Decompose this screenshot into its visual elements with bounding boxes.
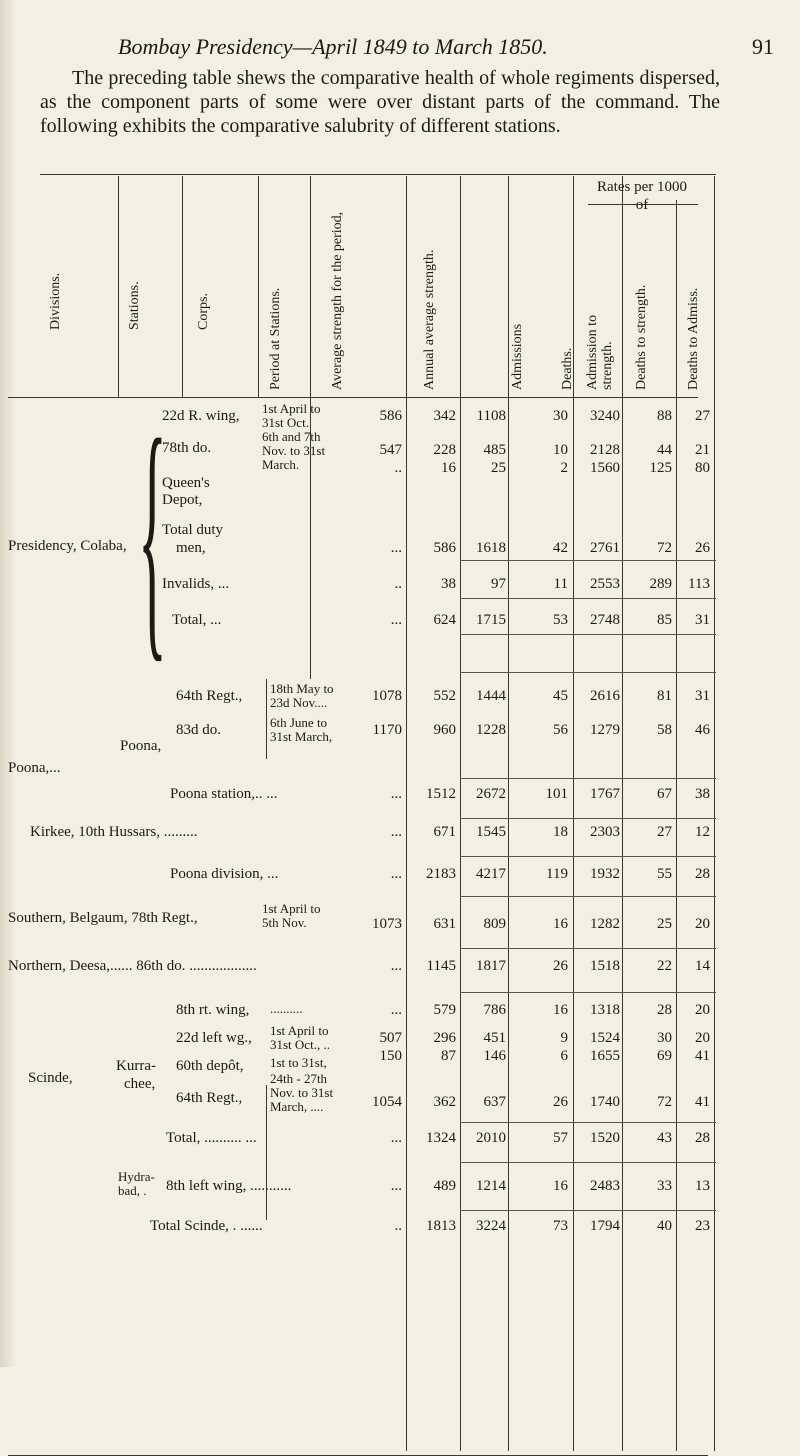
cell-r2-adm: 485 xyxy=(483,442,506,458)
cell-r7-da: 31 xyxy=(695,688,710,704)
cell-r12-da: 20 xyxy=(695,916,710,932)
cell-r13-ann: 1145 xyxy=(426,958,456,974)
cell-r5-adm: 97 xyxy=(491,576,506,592)
cell-r6-a: 2748 xyxy=(590,612,620,628)
cell-r19-adm: 1214 xyxy=(476,1178,506,1194)
cell-r8-da: 46 xyxy=(695,722,710,738)
cell-r6-avg: ... xyxy=(390,612,402,628)
cell-r1-d: 30 xyxy=(553,408,568,424)
cell-r15-adm: 451 xyxy=(483,1030,506,1046)
cell-r8-a: 1279 xyxy=(590,722,620,738)
cell-r3-ann: 16 xyxy=(441,460,456,476)
cell-r12-adm: 809 xyxy=(483,916,506,932)
division-presidency: Presidency, Colaba, xyxy=(8,538,127,554)
period-p2c: March. xyxy=(262,457,300,472)
cell-r15-d: 9 xyxy=(560,1030,568,1046)
corps-60th: 60th depôt, xyxy=(176,1058,244,1074)
division-scinde: Scinde, xyxy=(28,1070,73,1086)
cell-r10-ds: 27 xyxy=(657,824,672,840)
cell-r13-da: 14 xyxy=(695,958,710,974)
cell-r2-d: 10 xyxy=(553,442,568,458)
intro-paragraph xyxy=(40,66,720,138)
cell-r11-ds: 55 xyxy=(657,866,672,882)
cell-r1-da: 27 xyxy=(695,408,710,424)
division-poona: Poona,... xyxy=(8,760,61,776)
cell-r17-a: 1740 xyxy=(590,1094,620,1110)
cell-r19-ds: 33 xyxy=(657,1178,672,1194)
col-deaths: Deaths. xyxy=(560,347,575,390)
cell-r11-d: 119 xyxy=(546,866,568,882)
cell-r16-da: 41 xyxy=(695,1048,710,1064)
cell-r20-ds: 40 xyxy=(657,1218,672,1234)
period-sc1b: 31st Oct., .. xyxy=(270,1037,330,1052)
period-p4b: 31st March, xyxy=(270,729,333,744)
corps-83d: 83d do. xyxy=(176,722,221,738)
col-rates-title: Rates per 1000 of xyxy=(597,179,687,213)
cell-r9-adm: 2672 xyxy=(476,786,506,802)
label-southern: Southern, Belgaum, 78th Regt., xyxy=(8,910,198,926)
station-hydra-a: Hydra- xyxy=(118,1169,155,1184)
cell-r7-ds: 81 xyxy=(657,688,672,704)
cell-r3-ds: 125 xyxy=(649,460,672,476)
cell-r16-avg: 150 xyxy=(379,1048,402,1064)
period-sc2: 1st to 31st, xyxy=(270,1055,327,1070)
cell-r18-da: 28 xyxy=(695,1130,710,1146)
cell-r2-avg: 547 xyxy=(379,442,402,458)
cell-r8-ann: 960 xyxy=(433,722,456,738)
cell-r16-a: 1655 xyxy=(590,1048,620,1064)
cell-r8-avg: 1170 xyxy=(372,722,402,738)
label-poona-station: Poona station,.. ... xyxy=(170,786,278,802)
cell-r9-avg: ... xyxy=(390,786,402,802)
cell-r13-ds: 22 xyxy=(657,958,672,974)
cell-r16-ann: 87 xyxy=(441,1048,456,1064)
cell-r12-ds: 25 xyxy=(657,916,672,932)
cell-r12-avg: 1073 xyxy=(372,916,402,932)
corps-queens: Queen's xyxy=(162,475,210,491)
col-annual-strength: Annual average strength. xyxy=(422,249,437,390)
cell-r11-a: 1932 xyxy=(590,866,620,882)
cell-r20-da: 23 xyxy=(695,1218,710,1234)
cell-r6-adm: 1715 xyxy=(476,612,506,628)
cell-r12-a: 1282 xyxy=(590,916,620,932)
cell-r17-ann: 362 xyxy=(433,1094,456,1110)
label-scinde-total: Total, .......... ... xyxy=(166,1130,257,1146)
cell-r3-a: 1560 xyxy=(590,460,620,476)
cell-r8-d: 56 xyxy=(553,722,568,738)
cell-r9-ds: 67 xyxy=(657,786,672,802)
col-avg-strength: Average strength for the period, xyxy=(330,211,345,390)
cell-r18-a: 1520 xyxy=(590,1130,620,1146)
page-edge-shadow xyxy=(0,0,16,1367)
cell-r10-adm: 1545 xyxy=(476,824,506,840)
cell-r3-da: 80 xyxy=(695,460,710,476)
period-p1a: 1st April to xyxy=(262,401,321,416)
cell-r4-adm: 1618 xyxy=(476,540,506,556)
period-sc3c: March, .... xyxy=(270,1099,324,1114)
cell-r1-ann: 342 xyxy=(433,408,456,424)
cell-r18-adm: 2010 xyxy=(476,1130,506,1146)
cell-r14-ds: 28 xyxy=(657,1002,672,1018)
corps-22d-wing: 22d R. wing, xyxy=(162,408,240,424)
cell-r13-a: 1518 xyxy=(590,958,620,974)
corps-64th-sc: 64th Regt., xyxy=(176,1090,243,1106)
cell-r2-ds: 44 xyxy=(657,442,672,458)
cell-r16-adm: 146 xyxy=(483,1048,506,1064)
cell-r17-d: 26 xyxy=(553,1094,568,1110)
cell-r10-avg: ... xyxy=(390,824,402,840)
cell-r16-d: 6 xyxy=(560,1048,568,1064)
cell-r10-da: 12 xyxy=(695,824,710,840)
cell-r9-da: 38 xyxy=(695,786,710,802)
corps-22d-left: 22d left wg., xyxy=(176,1030,252,1046)
period-p3b: 23d Nov.... xyxy=(270,695,328,710)
cell-r10-d: 18 xyxy=(553,824,568,840)
col-corps: Corps. xyxy=(196,293,211,330)
corps-total: Total, ... xyxy=(172,612,222,628)
cell-r4-avg: ... xyxy=(390,540,402,556)
cell-r7-ann: 552 xyxy=(433,688,456,704)
period-p2a: 6th and 7th xyxy=(262,429,321,444)
station-poona: Poona, xyxy=(120,738,162,754)
label-poona-division: Poona division, ... xyxy=(170,866,279,882)
col-admissions: Admissions xyxy=(510,323,525,390)
cell-r5-da: 113 xyxy=(688,576,710,592)
cell-r16-ds: 69 xyxy=(657,1048,672,1064)
cell-r5-ann: 38 xyxy=(441,576,456,592)
cell-r13-avg: ... xyxy=(390,958,402,974)
corps-8th-rt: 8th rt. wing, xyxy=(176,1002,250,1018)
cell-r20-a: 1794 xyxy=(590,1218,620,1234)
cell-r2-ann: 228 xyxy=(433,442,456,458)
corps-invalids: Invalids, ... xyxy=(162,576,230,592)
cell-r7-d: 45 xyxy=(553,688,568,704)
cell-r3-adm: 25 xyxy=(491,460,506,476)
station-kurra-a: Kurra- xyxy=(116,1058,156,1074)
cell-r1-avg: 586 xyxy=(379,408,402,424)
cell-r14-d: 16 xyxy=(553,1002,568,1018)
col-adm-to-strength: Admission to strength. xyxy=(585,314,615,390)
intro-text: The preceding table shews the comparative health of whole regiments dispersed, as the component parts of some were over distant parts of the command. The following exhibits the comparative salubrity of different stations. xyxy=(40,67,720,137)
cell-r12-d: 16 xyxy=(553,916,568,932)
cell-r6-ann: 624 xyxy=(433,612,456,628)
cell-r18-ds: 43 xyxy=(657,1130,672,1146)
cell-r14-ann: 579 xyxy=(433,1002,456,1018)
cell-r18-avg: ... xyxy=(390,1130,402,1146)
period-sc3b: Nov. to 31st xyxy=(270,1085,334,1100)
cell-r8-adm: 1228 xyxy=(476,722,506,738)
cell-r7-a: 2616 xyxy=(590,688,620,704)
cell-r19-a: 2483 xyxy=(590,1178,620,1194)
cell-r14-adm: 786 xyxy=(483,1002,506,1018)
cell-r19-d: 16 xyxy=(553,1178,568,1194)
label-kirkee: Kirkee, 10th Hussars, ......... xyxy=(30,824,198,840)
cell-r4-ann: 586 xyxy=(433,540,456,556)
period-south-a: 1st April to xyxy=(262,901,321,916)
cell-r12-ann: 631 xyxy=(433,916,456,932)
cell-r9-d: 101 xyxy=(545,786,568,802)
cell-r4-ds: 72 xyxy=(657,540,672,556)
cell-r17-avg: 1054 xyxy=(372,1094,402,1110)
station-hydra-b: bad, . xyxy=(118,1183,147,1198)
label-hydra-corps: 8th left wing, ........... xyxy=(166,1178,292,1194)
period-p2b: Nov. to 31st xyxy=(262,443,326,458)
col-stations: Stations. xyxy=(127,281,142,330)
cell-r7-adm: 1444 xyxy=(476,688,506,704)
period-p3a: 18th May to xyxy=(270,681,334,696)
cell-r5-d: 11 xyxy=(553,576,568,592)
cell-r15-avg: 507 xyxy=(379,1030,402,1046)
period-south-b: 5th Nov. xyxy=(262,915,307,930)
cell-r9-a: 1767 xyxy=(590,786,620,802)
cell-r11-adm: 4217 xyxy=(476,866,506,882)
cell-r8-ds: 58 xyxy=(657,722,672,738)
station-kurra-b: chee, xyxy=(124,1076,156,1092)
cell-r20-adm: 3224 xyxy=(476,1218,506,1234)
corps-men: men, xyxy=(176,540,206,556)
cell-r19-da: 13 xyxy=(695,1178,710,1194)
cell-r11-ann: 2183 xyxy=(426,866,456,882)
corps-total-duty: Total duty xyxy=(162,522,224,538)
cell-r14-da: 20 xyxy=(695,1002,710,1018)
cell-r15-a: 1524 xyxy=(590,1030,620,1046)
period-sc1a: 1st April to xyxy=(270,1023,329,1038)
cell-r20-avg: .. xyxy=(394,1218,402,1234)
cell-r17-da: 41 xyxy=(695,1094,710,1110)
cell-r11-da: 28 xyxy=(695,866,710,882)
cell-r15-ann: 296 xyxy=(433,1030,456,1046)
corps-78th: 78th do. xyxy=(162,440,212,456)
cell-r10-ann: 671 xyxy=(433,824,456,840)
cell-r3-avg: .. xyxy=(394,460,402,476)
cell-r4-da: 26 xyxy=(695,540,710,556)
cell-r20-ann: 1813 xyxy=(426,1218,456,1234)
running-header: Bombay Presidency—April 1849 to March 1850. xyxy=(118,34,548,59)
cell-r3-d: 2 xyxy=(560,460,568,476)
cell-r20-d: 73 xyxy=(553,1218,568,1234)
cell-r4-a: 2761 xyxy=(590,540,620,556)
cell-r19-ann: 489 xyxy=(433,1178,456,1194)
corps-depot: Depot, xyxy=(162,492,203,508)
cell-r17-adm: 637 xyxy=(483,1094,506,1110)
cell-r2-a: 2128 xyxy=(590,442,620,458)
cell-r6-ds: 85 xyxy=(657,612,672,628)
cell-r2-da: 21 xyxy=(695,442,710,458)
cell-r5-a: 2553 xyxy=(590,576,620,592)
cell-r1-a: 3240 xyxy=(590,408,620,424)
col-deaths-to-admiss: Deaths to Admiss. xyxy=(686,287,701,390)
col-divisions: Divisions. xyxy=(48,272,63,330)
cell-r5-avg: .. xyxy=(394,576,402,592)
period-p1b: 31st Oct. xyxy=(262,415,309,430)
cell-r14-a: 1318 xyxy=(590,1002,620,1018)
period-sc0: .......... xyxy=(270,1001,303,1016)
cell-r15-da: 20 xyxy=(695,1030,710,1046)
cell-r1-ds: 88 xyxy=(657,408,672,424)
brace-presidency: { xyxy=(138,386,167,684)
period-sc3a: 24th - 27th xyxy=(270,1071,328,1086)
cell-r10-a: 2303 xyxy=(590,824,620,840)
label-total-scinde: Total Scinde, . ...... xyxy=(150,1218,263,1234)
cell-r7-avg: 1078 xyxy=(372,688,402,704)
page-number: 91 xyxy=(752,34,774,59)
cell-r5-ds: 289 xyxy=(649,576,672,592)
cell-r15-ds: 30 xyxy=(657,1030,672,1046)
cell-r1-adm: 1108 xyxy=(476,408,506,424)
corps-64th: 64th Regt., xyxy=(176,688,243,704)
cell-r11-avg: ... xyxy=(390,866,402,882)
cell-r4-d: 42 xyxy=(553,540,568,556)
col-deaths-to-strength: Deaths to strength. xyxy=(634,284,649,390)
cell-r18-d: 57 xyxy=(553,1130,568,1146)
period-p4a: 6th June to xyxy=(270,715,328,730)
col-period: Period at Stations. xyxy=(268,287,283,390)
cell-r17-ds: 72 xyxy=(657,1094,672,1110)
cell-r6-d: 53 xyxy=(553,612,568,628)
cell-r13-adm: 1817 xyxy=(476,958,506,974)
label-northern: Northern, Deesa,...... 86th do. .................. xyxy=(8,958,257,974)
cell-r19-avg: ... xyxy=(390,1178,402,1194)
cell-r14-avg: ... xyxy=(390,1002,402,1018)
cell-r6-da: 31 xyxy=(695,612,710,628)
cell-r9-ann: 1512 xyxy=(426,786,456,802)
cell-r13-d: 26 xyxy=(553,958,568,974)
cell-r18-ann: 1324 xyxy=(426,1130,456,1146)
